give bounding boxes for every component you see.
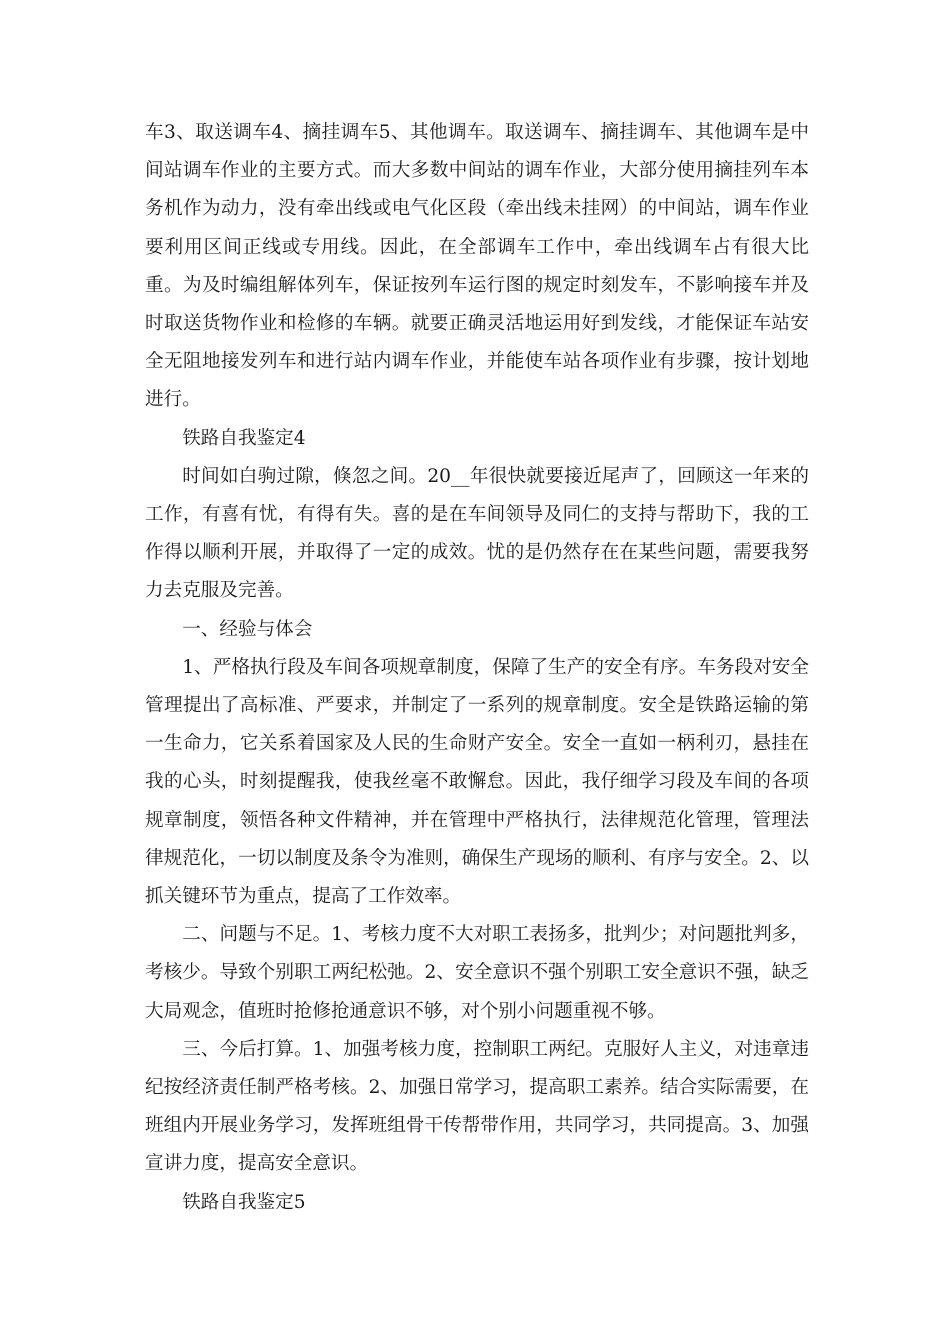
paragraph-plans: 三、今后打算。1、加强考核力度，控制职工两纪。克服好人主义，对违章违纪按经济责任制严格考核。2、加强日常学习，提高职工素养。结合实际需要，在班组内开展业务学习，发挥班组骨干传帮带作用，共同学习，共同提高。3、加强宣讲力度，提高安全意识。 [145,1038,809,1175]
section-heading-5: 铁路自我鉴定5 [182,1191,306,1213]
paragraph-continuation: 车3、取送调车4、摘挂调车5、其他调车。取送调车、摘挂调车、其他调车是中间站调车作业的主要方式。而大多数中间站的调车作业，大部分使用摘挂列车本务机作为动力，没有牵出线或电气化区段（牵出线未挂网）的中间站，调车作业要利用区间正线或专用线。因此，在全部调车工作中，牵出线调车占有很大比重。为及时编组解体列车，保证按列车运行图的规定时刻发车，不影响接车并及时取送货物作业和检修的车辆。就要正确灵活地运用好到发线，才能保证车站安全无阻地接发列车和进行站内调车作业，并能使车站各项作业有步骤，按计划地进行。 [145,122,809,411]
document-page [145,114,809,1222]
paragraph-experience: 1、严格执行段及车间各项规章制度，保障了生产的安全有序。车务段对安全管理提出了高标准、严要求，并制定了一系列的规章制度。安全是铁路运输的第一生命力，它关系着国家及人民的生命财产安全。安全一直如一柄利刃，悬挂在我的心头，时刻提醒我，使我丝毫不敢懈怠。因此，我仔细学习段及车间的各项规章制度，领悟各种文件精神，并在管理中严格执行，法律规范化管理，管理法律规范化，一切以制度及条令为准则，确保生产现场的顺利、有序与安全。2、以抓关键环节为重点，提高了工作效率。 [145,656,809,908]
section-heading-4: 铁路自我鉴定4 [182,427,306,449]
paragraph-intro: 时间如白驹过隙，倏忽之间。20__年很快就要接近尾声了，回顾这一年来的工作，有喜有忧，有得有失。喜的是在车间领导及同仁的支持与帮助下，我的工作得以顺利开展，并取得了一定的成效。忧的是仍然存在在某些问题，需要我努力去克服及完善。 [145,465,809,602]
subheading-experience: 一、经验与体会 [182,618,313,640]
paragraph-problems: 二、问题与不足。1、考核力度不大对职工表扬多，批判少；对问题批判多，考核少。导致个别职工两纪松弛。2、安全意识不强个别职工安全意识不强，缺乏大局观念，值班时抢修抢通意识不够，对个别小问题重视不够。 [145,924,809,1022]
